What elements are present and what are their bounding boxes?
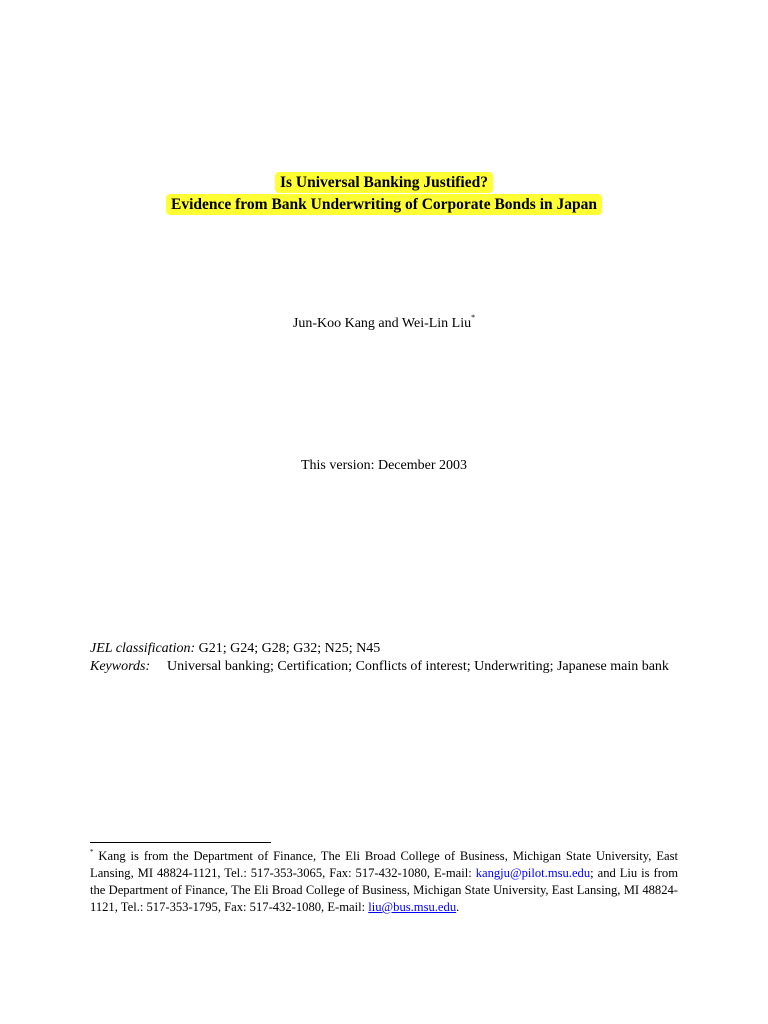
email-link-liu[interactable]: liu@bus.msu.edu <box>368 900 457 914</box>
jel-label: JEL classification: <box>90 641 196 656</box>
footnote-divider <box>90 842 271 843</box>
author-footnote-marker[interactable]: * <box>471 313 476 322</box>
title-line-2: Evidence from Bank Underwriting of Corporate Bonds in Japan <box>166 194 602 215</box>
jel-codes: G21; G24; G28; G32; N25; N45 <box>195 641 381 656</box>
author-names: Jun-Koo Kang and Wei-Lin Liu <box>292 316 472 331</box>
keywords <box>90 658 690 676</box>
jel-classification <box>90 640 380 658</box>
author-footnote <box>90 848 678 916</box>
footnote-marker: * <box>90 848 94 856</box>
paper-title <box>0 172 768 216</box>
email-link-kang[interactable]: kangju@pilot.msu.edu <box>475 866 591 880</box>
version-date: This version: December 2003 <box>300 458 467 473</box>
author-list <box>0 313 768 332</box>
footnote-text-kang: Kang is from the Department of Finance, The Eli Broad College of Business, Michigan State University, East Lansing, MI 48824-1121, Tel.: 517-353-3065, Fax: 517-432-1080, E-mail: <box>90 849 678 880</box>
footnote-end: . <box>456 900 460 914</box>
keywords-value: Universal banking; Certification; Conflicts of interest; Underwriting; Japanese main bank <box>167 659 669 674</box>
keywords-label: Keywords: <box>90 659 151 674</box>
footnote-text-liu: ; and Liu is from the Department of Finance, The Eli Broad College of Business, Michigan State University, East Lansing, MI 48824-1121, Tel.: 517-353-1795, Fax: 517-432-1080, E-mail: <box>90 866 678 914</box>
title-line-1: Is Universal Banking Justified? <box>275 172 493 193</box>
